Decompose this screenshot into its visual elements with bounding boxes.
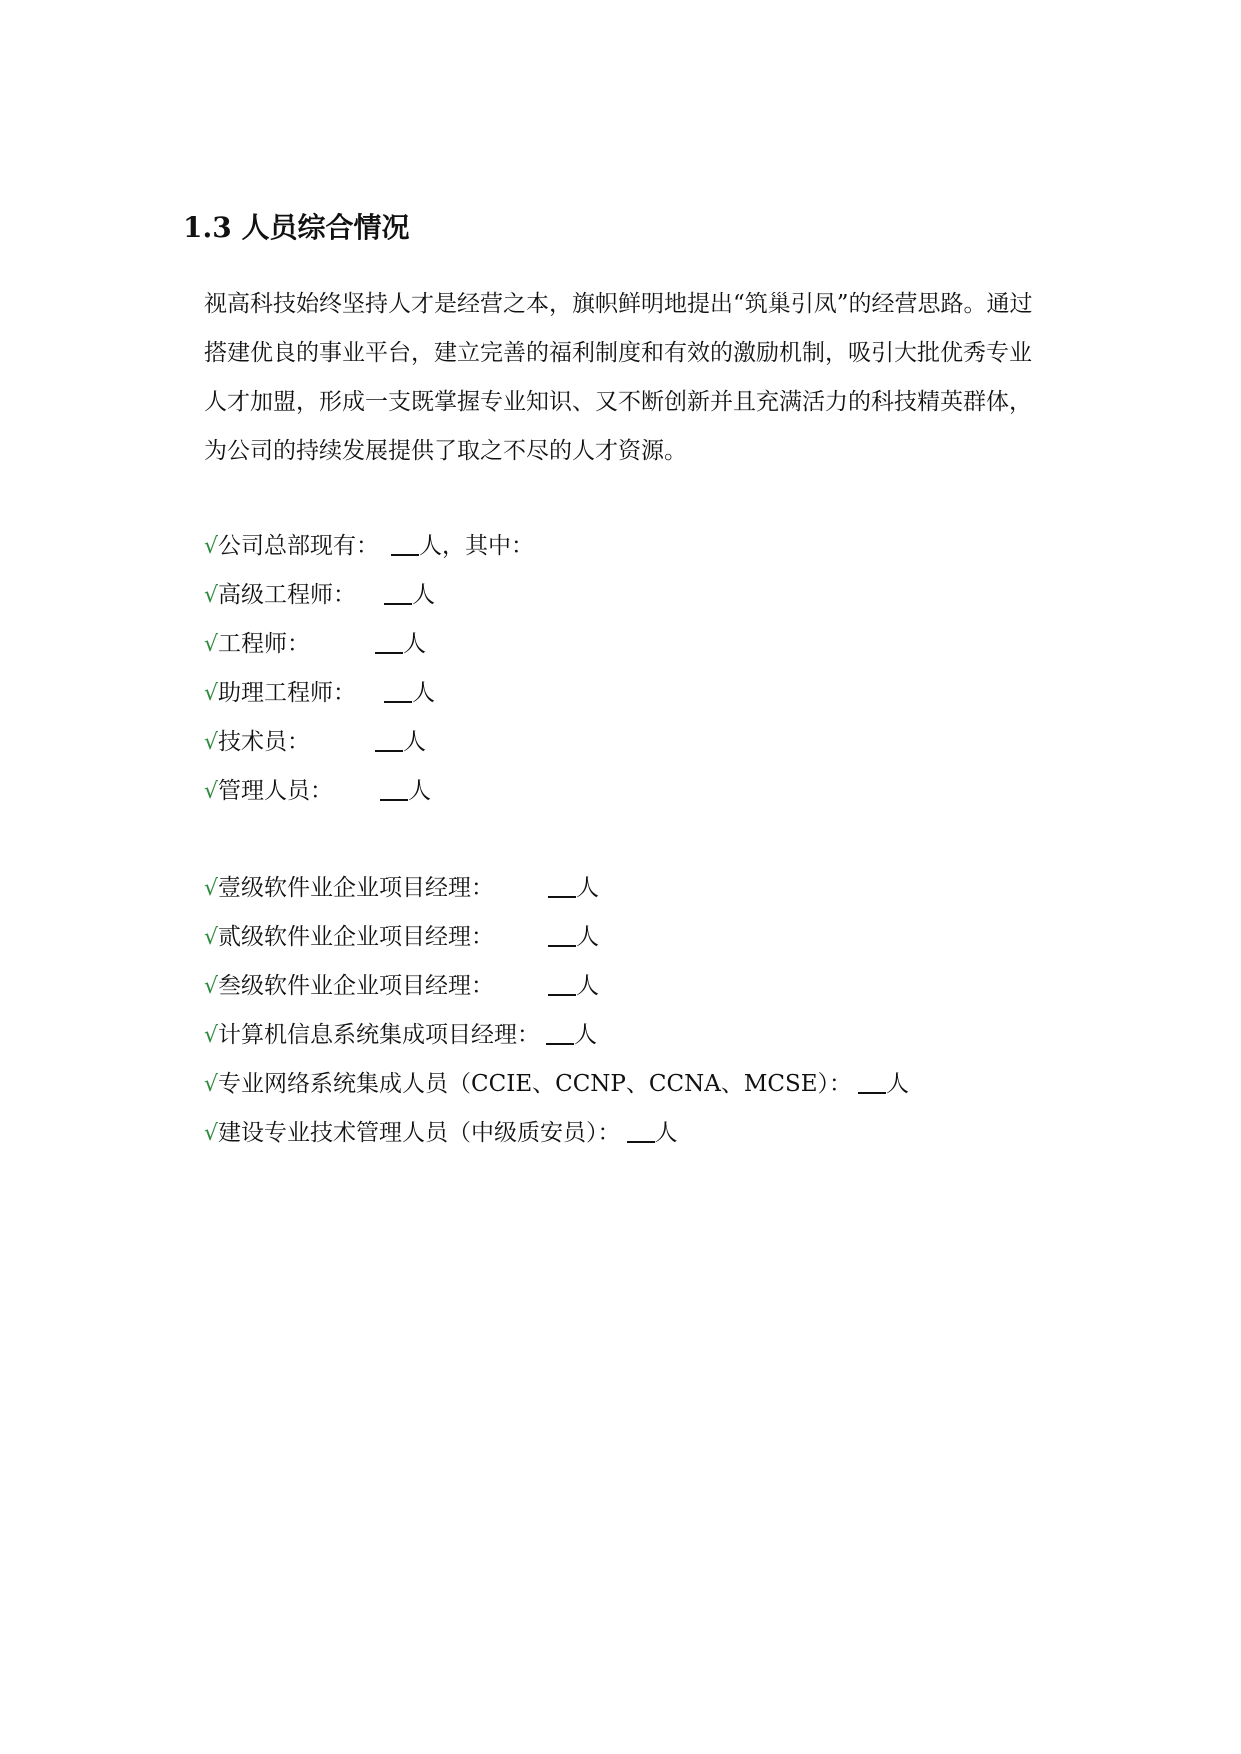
- item-label: 工程师：: [218, 631, 311, 657]
- item-label: 壹级软件业企业项目经理：: [218, 875, 495, 901]
- item-unit: 人: [576, 875, 600, 901]
- item-label: 叁级软件业企业项目经理：: [218, 973, 495, 999]
- staff-item-assistant-engineer: [204, 669, 534, 718]
- intro-line: 搭建优良的事业平台，建立完善的福利制度和有效的激励机制，吸引大批优秀专业: [204, 340, 1032, 366]
- check-mark-icon: √: [204, 681, 219, 706]
- fill-in-blank: [380, 775, 408, 801]
- fill-in-blank: [375, 726, 403, 752]
- item-label: 高级工程师：: [218, 582, 357, 608]
- item-label: 专业网络系统集成人员（CCIE、CCNP、CCNA、MCSE）：: [218, 1071, 853, 1097]
- qual-item-level2-pm: [204, 913, 909, 962]
- item-label: 建设专业技术管理人员（中级质安员）：: [218, 1120, 621, 1146]
- section-heading: 1.3 人员综合情况: [183, 211, 410, 244]
- item-unit: 人: [654, 1120, 678, 1146]
- check-mark-icon: √: [204, 974, 219, 999]
- intro-line: 视高科技始终坚持人才是经营之本，旗帜鲜明地提出“筑巢引凤”的经营思路。通过: [204, 291, 1033, 317]
- intro-paragraph: [204, 280, 1124, 476]
- check-mark-icon: √: [204, 925, 219, 950]
- fill-in-blank: [548, 921, 576, 947]
- fill-in-blank: [546, 1019, 574, 1045]
- item-label: 技术员：: [218, 729, 311, 755]
- qualification-list: [204, 864, 909, 1158]
- qual-item-system-integration-pm: [204, 1011, 909, 1060]
- staff-item-total: [204, 522, 534, 571]
- staff-item-technician: [204, 718, 534, 767]
- fill-in-blank: [548, 970, 576, 996]
- staff-item-management: [204, 767, 534, 816]
- qual-item-construction-management: [204, 1109, 909, 1158]
- check-mark-icon: √: [204, 1121, 219, 1146]
- fill-in-blank: [858, 1068, 886, 1094]
- qual-item-level3-pm: [204, 962, 909, 1011]
- item-label: 公司总部现有：: [218, 533, 380, 559]
- item-unit: 人: [574, 1022, 598, 1048]
- item-unit: 人，其中：: [419, 533, 535, 559]
- fill-in-blank: [391, 530, 419, 556]
- staff-item-senior-engineer: [204, 571, 534, 620]
- check-mark-icon: √: [204, 632, 219, 657]
- fill-in-blank: [548, 872, 576, 898]
- item-label: 贰级软件业企业项目经理：: [218, 924, 495, 950]
- fill-in-blank: [627, 1117, 655, 1143]
- qual-item-network-integration: [204, 1060, 909, 1109]
- item-unit: 人: [403, 729, 427, 755]
- item-unit: 人: [412, 582, 436, 608]
- qual-item-level1-pm: [204, 864, 909, 913]
- check-mark-icon: √: [204, 583, 219, 608]
- fill-in-blank: [384, 677, 412, 703]
- item-unit: 人: [408, 778, 432, 804]
- check-mark-icon: √: [204, 779, 219, 804]
- item-unit: 人: [403, 631, 427, 657]
- fill-in-blank: [384, 579, 412, 605]
- staff-item-engineer: [204, 620, 534, 669]
- check-mark-icon: √: [204, 876, 219, 901]
- check-mark-icon: √: [204, 534, 219, 559]
- item-unit: 人: [576, 973, 600, 999]
- intro-line: 为公司的持续发展提供了取之不尽的人才资源。: [204, 438, 687, 464]
- item-label: 计算机信息系统集成项目经理：: [218, 1022, 541, 1048]
- check-mark-icon: √: [204, 1072, 219, 1097]
- check-mark-icon: √: [204, 1023, 219, 1048]
- staff-count-list: [204, 522, 534, 816]
- item-unit: 人: [412, 680, 436, 706]
- item-label: 管理人员：: [218, 778, 334, 804]
- check-mark-icon: √: [204, 730, 219, 755]
- item-unit: 人: [886, 1071, 910, 1097]
- intro-line: 人才加盟，形成一支既掌握专业知识、又不断创新并且充满活力的科技精英群体，: [204, 389, 1032, 415]
- fill-in-blank: [375, 628, 403, 654]
- item-unit: 人: [576, 924, 600, 950]
- item-label: 助理工程师：: [218, 680, 357, 706]
